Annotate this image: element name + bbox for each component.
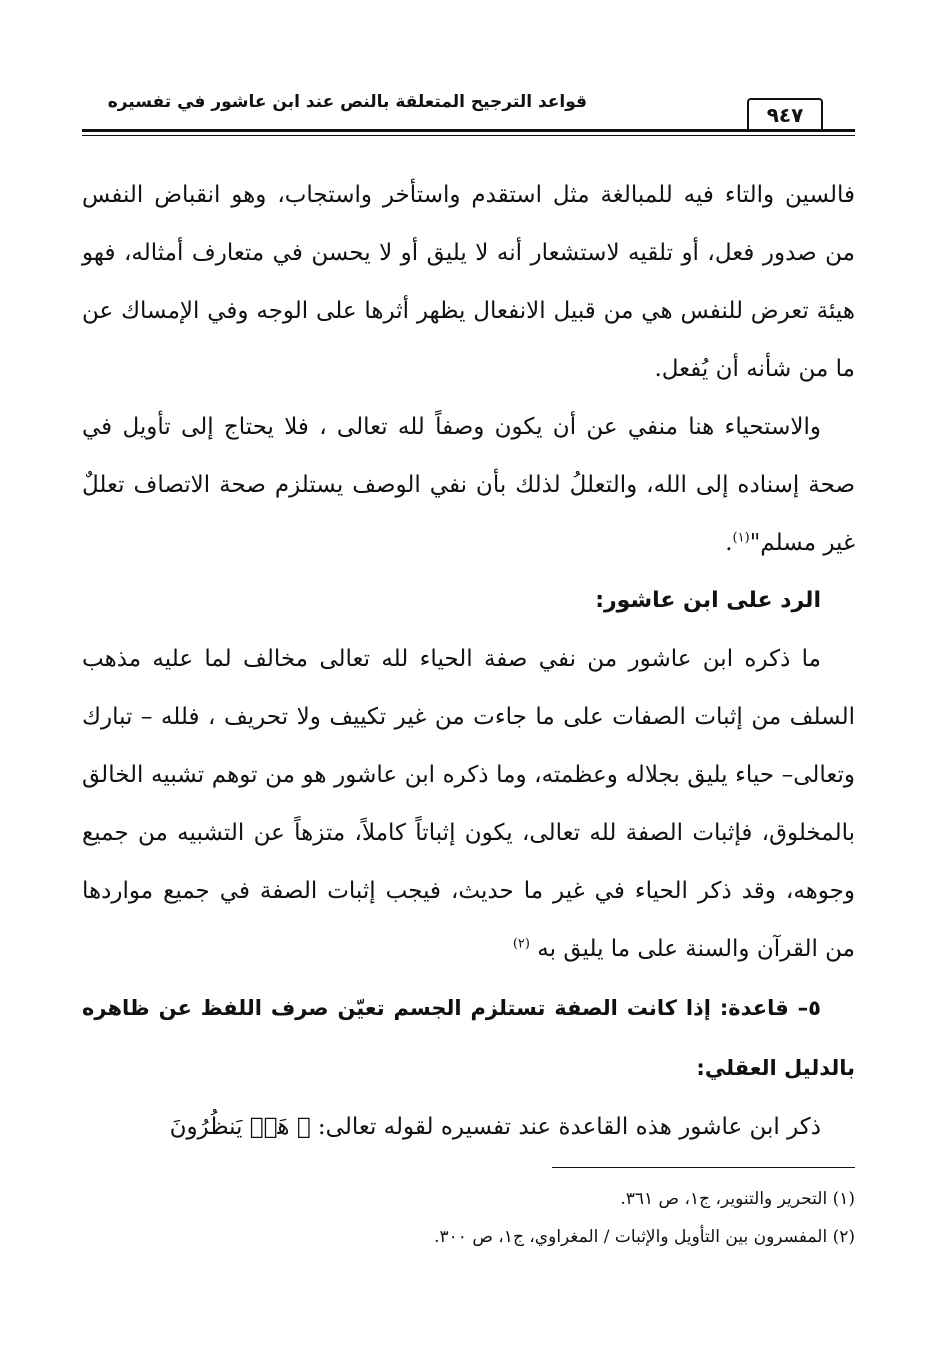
page-number: ٩٤٧: [747, 98, 823, 130]
footnote-separator: [552, 1167, 855, 1168]
header-rule-thick: [82, 129, 855, 132]
paragraph-3-text: ما ذكره ابن عاشور من نفي صفة الحياء لله تعالى مخالف لما عليه مذهب السلف من إثبات الصفات على ما جاءت من غير تكييف ولا تحريف ، فلله – تبارك وتعالى– حياء يليق بجلاله وعظمته، وما ذكره ابن عاشور هو من توهم تشبيه الخالق بالمخلوق، فإثبات الصفة لله تعالى، يكون إثباتاً كاملاً، متزهاً عن التشبيه من جميع وجوهه، وقد ذكر الحياء في غير ما حديث، فيجب إثبات الصفة في جميع مواردها من القرآن والسنة على ما يليق به: [82, 646, 855, 962]
paragraph-2-text: والاستحياء هنا منفي عن أن يكون وصفاً لله تعالى ، فلا يحتاج إلى تأويل في صحة إسناده إلى الله، والتعللُ لذلك بأن نفي الوصف يستلزم صحة الاتصاف تعللٌ غير مسلم": [82, 414, 855, 556]
main-text: [82, 166, 855, 1156]
running-header: [82, 92, 855, 144]
paragraph-4: ذكر ابن عاشور هذه القاعدة عند تفسيره لقوله تعالى: ﴿ هَلۡ يَنظُرُونَ: [169, 1114, 821, 1140]
footnote-ref-2: (٢): [512, 936, 530, 952]
section-heading-rebuttal: الرد على ابن عاشور:: [595, 588, 821, 613]
header-rule-thin: [82, 135, 855, 136]
footnote-1: (١) التحرير والتنوير، ج١، ص ٣٦١.: [620, 1189, 855, 1209]
footnote-2: (٢) المفسرون بين التأويل والإثبات / المغراوي، ج١، ص ٣٠٠.: [434, 1227, 855, 1247]
footnotes: [82, 1180, 855, 1256]
header-title: قواعد الترجيح المتعلقة بالنص عند ابن عاشور في تفسيره: [107, 92, 587, 112]
paragraph-1: فالسين والتاء فيه للمبالغة مثل استقدم واستأخر واستجاب، وهو انقباض النفس من صدور فعل، أو تلقيه لاستشعار أنه لا يليق أو لا يحسن في متعارف أمثاله، فهو هيئة تعرض للنفس هي من قبيل الانفعال يظهر أثرها على الوجه وفي الإمساك عن ما من شأنه أن يُفعل.: [82, 182, 855, 382]
rule-heading-5: ٥– قاعدة: إذا كانت الصفة تستلزم الجسم تعيّن صرف اللفظ عن ظاهره بالدليل العقلي:: [82, 996, 855, 1080]
paragraph-3: [82, 630, 855, 978]
paragraph-2: [82, 398, 855, 572]
footnote-ref-1: (١): [732, 530, 750, 546]
paragraph-2-end: .: [725, 530, 733, 556]
